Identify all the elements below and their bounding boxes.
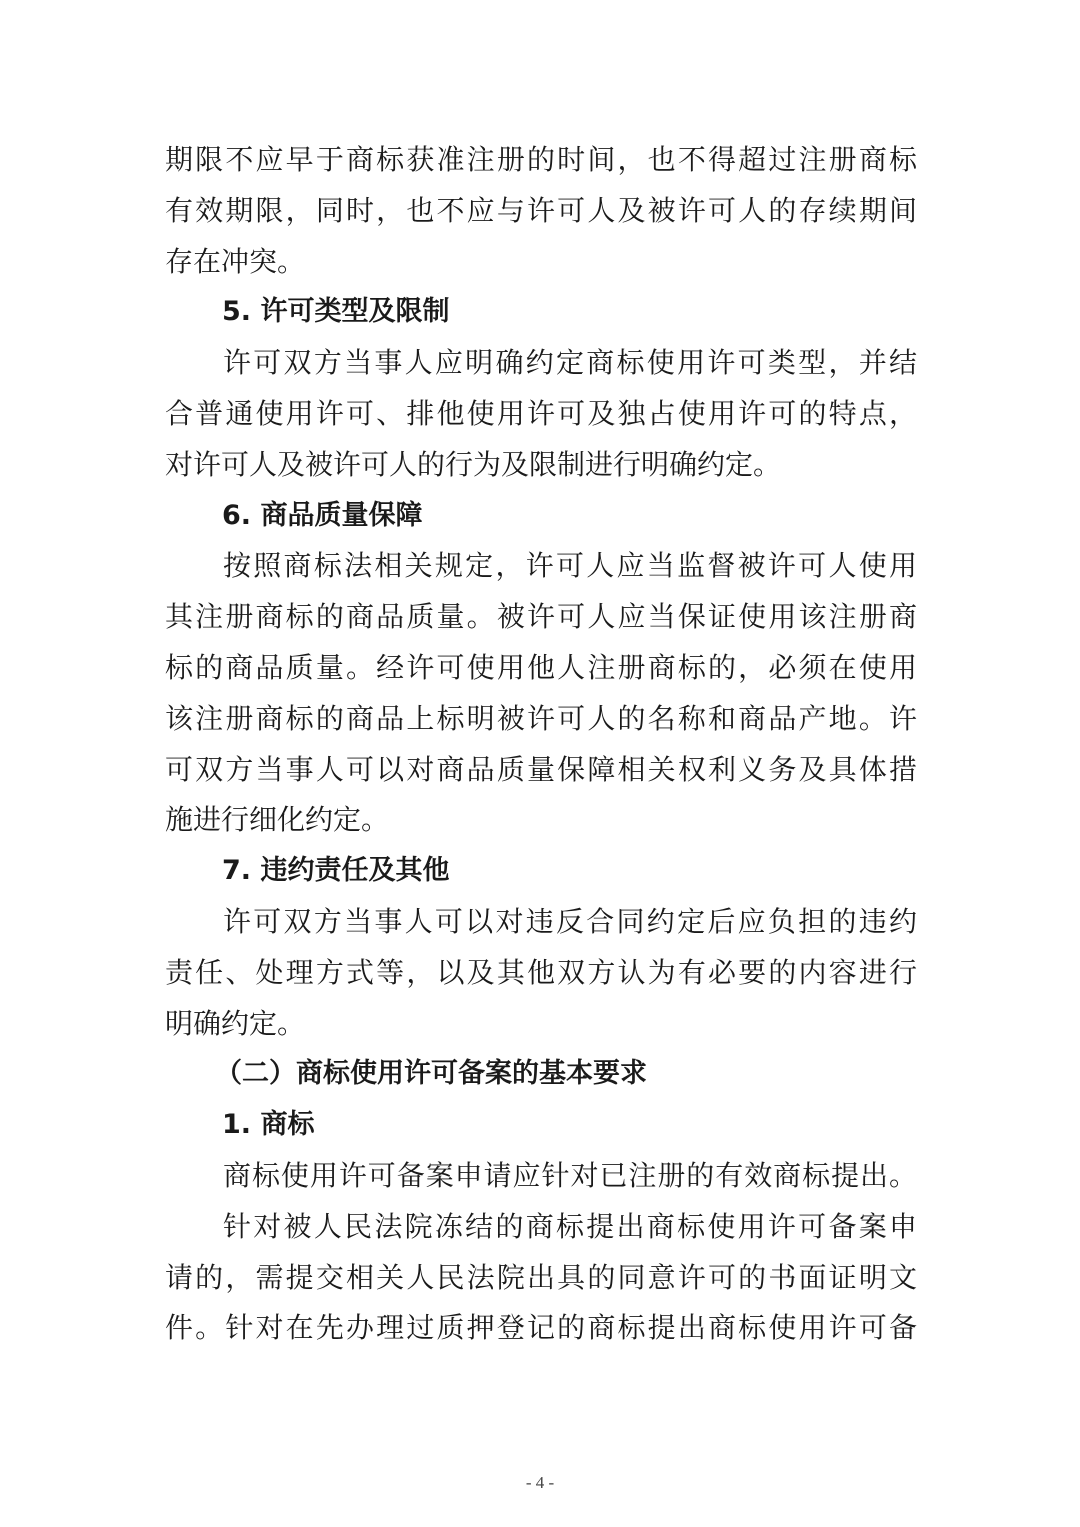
text-line: 可双方当事人可以对商品质量保障相关权利义务及具体措 xyxy=(165,752,917,786)
text-line: 其注册商标的商品质量。被许可人应当保证使用该注册商 xyxy=(165,600,917,634)
text-line: 期限不应早于商标获准注册的时间，也不得超过注册商标 xyxy=(165,143,917,176)
paragraph xyxy=(165,1151,917,1202)
paragraph xyxy=(165,897,917,1049)
section-heading: 7. 违约责任及其他 xyxy=(222,855,450,887)
page-number: - 4 - xyxy=(525,1473,555,1492)
text-line: 按照商标法相关规定，许可人应当监督被许可人使用 xyxy=(223,549,917,583)
text-line: 责任、处理方式等，以及其他双方认为有必要的内容进行 xyxy=(165,955,917,989)
paragraph xyxy=(165,541,917,846)
text-line: 有效期限，同时，也不应与许可人及被许可人的存续期间 xyxy=(165,193,917,227)
section-heading: （二）商标使用许可备案的基本要求 xyxy=(215,1058,647,1090)
text-line: 许可双方当事人可以对违反合同约定后应负担的违约 xyxy=(223,904,917,938)
text-line: 针对被人民法院冻结的商标提出商标使用许可备案申 xyxy=(223,1209,917,1243)
text-line: 该注册商标的商品上标明被许可人的名称和商品产地。许 xyxy=(165,701,917,735)
paragraph xyxy=(165,1202,917,1354)
text-line: 存在冲突。 xyxy=(165,244,306,278)
text-line: 请的，需提交相关人民法院出具的同意许可的书面证明文 xyxy=(165,1260,917,1294)
document-body xyxy=(165,135,917,1354)
text-line: 施进行细化约定。 xyxy=(165,803,390,837)
section-heading: 6. 商品质量保障 xyxy=(222,499,423,531)
text-line: 许可双方当事人应明确约定商标使用许可类型，并结 xyxy=(223,346,917,380)
text-line: 标的商品质量。经许可使用他人注册商标的，必须在使用 xyxy=(165,650,917,684)
text-line: 商标使用许可备案申请应针对已注册的有效商标提出。 xyxy=(223,1158,917,1192)
text-line: 件。针对在先办理过质押登记的商标提出商标使用许可备 xyxy=(165,1311,917,1345)
paragraph xyxy=(165,135,917,287)
section-heading: 1. 商标 xyxy=(222,1109,315,1141)
text-line: 明确约定。 xyxy=(165,1006,306,1040)
section-heading: 5. 许可类型及限制 xyxy=(222,296,450,328)
text-line: 合普通使用许可、排他使用许可及独占使用许可的特点， xyxy=(165,396,917,430)
text-line: 对许可人及被许可人的行为及限制进行明确约定。 xyxy=(165,447,782,481)
paragraph xyxy=(165,338,917,490)
